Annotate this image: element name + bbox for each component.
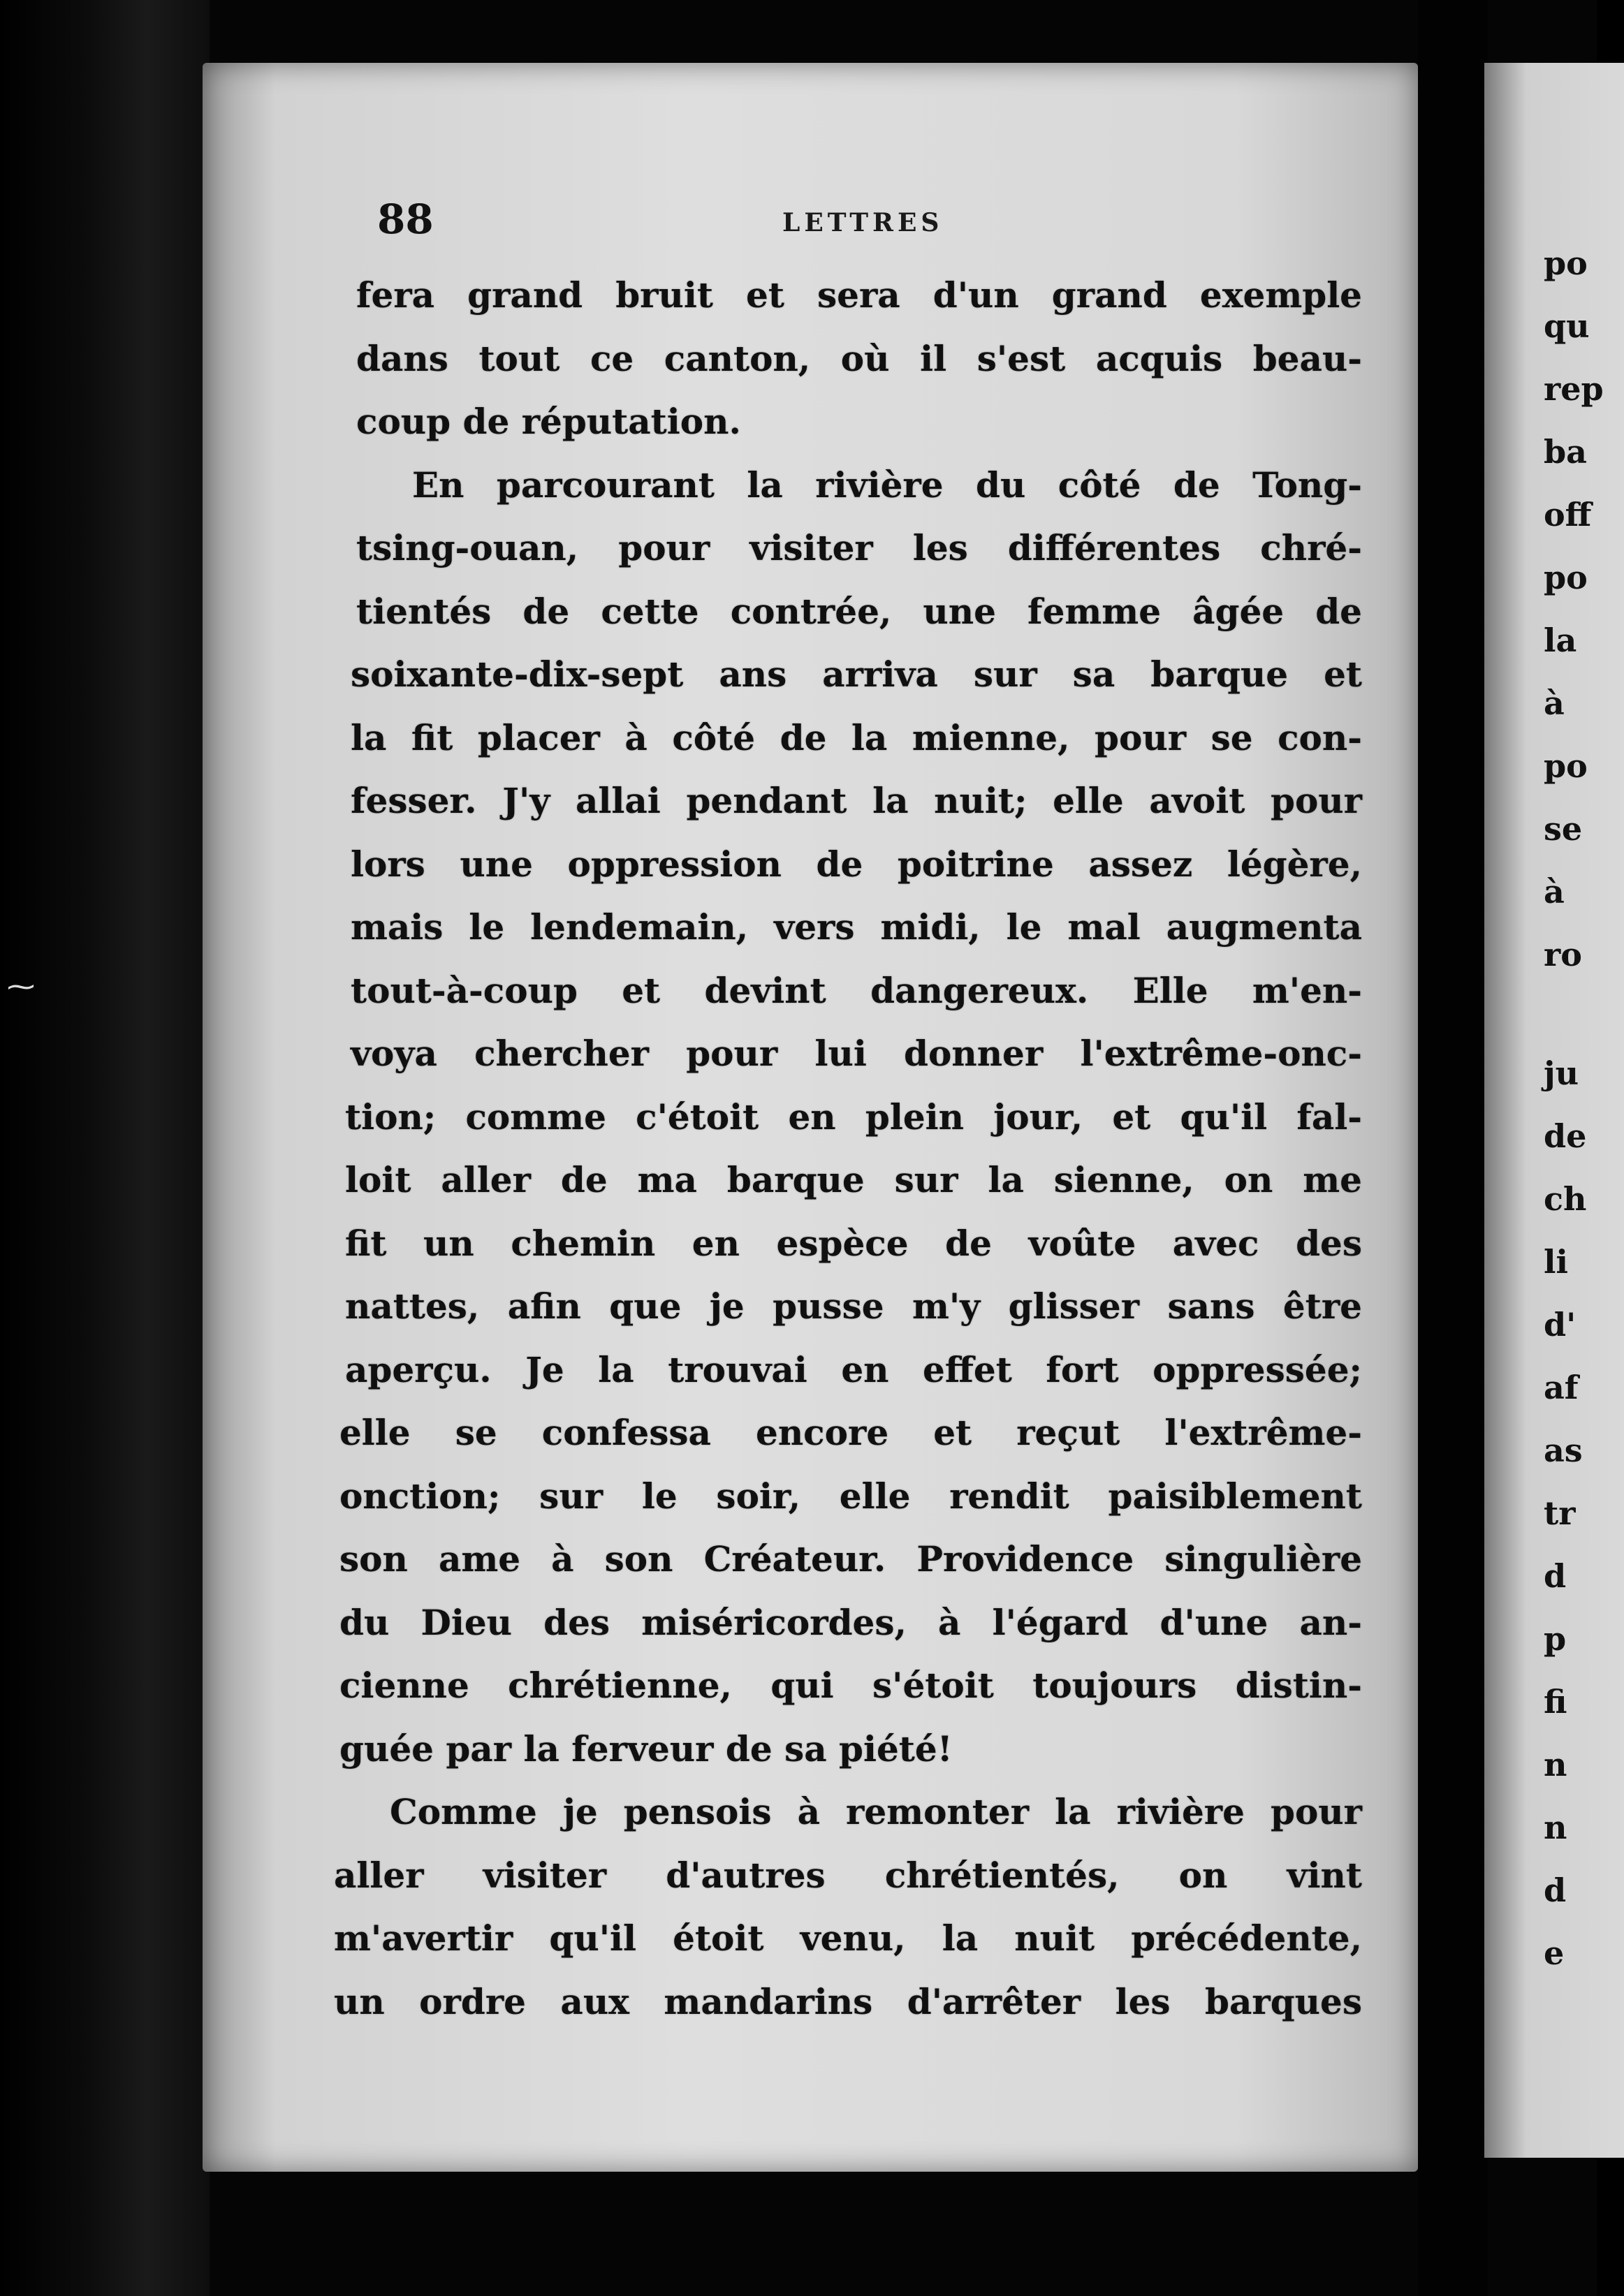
text-line: mais le lendemain, vers midi, le mal augmenta — [351, 906, 1362, 948]
facing-page-fragment: d — [1544, 1871, 1567, 1909]
page-gutter — [1418, 0, 1488, 2296]
text-line: cienne chrétienne, qui s'étoit toujours distin- — [339, 1665, 1362, 1706]
text-line: du Dieu des miséricordes, à l'égard d'une an- — [339, 1601, 1362, 1643]
facing-page-fragment: de — [1544, 1117, 1587, 1155]
text-line: la fit placer à côté de la mienne, pour se con- — [351, 716, 1362, 758]
text-line: fit un chemin en espèce de voûte avec des — [345, 1222, 1362, 1264]
text-line: fesser. J'y allai pendant la nuit; elle avoit pour — [351, 780, 1362, 821]
facing-page-fragment: af — [1544, 1369, 1579, 1406]
text-line: voya chercher pour lui donner l'extrême-onc- — [351, 1033, 1362, 1074]
facing-page-fragment: po — [1544, 747, 1588, 785]
text-line: onction; sur le soir, elle rendit paisiblement — [339, 1475, 1362, 1517]
facing-page-fragment: d' — [1544, 1306, 1577, 1344]
text-line: tion; comme c'étoit en plein jour, et qu'il fal- — [345, 1096, 1362, 1138]
text-line: tout-à-coup et devint dangereux. Elle m'en- — [351, 969, 1362, 1011]
facing-page-fragment: as — [1544, 1432, 1583, 1469]
facing-page-fragment: rep — [1544, 370, 1604, 408]
facing-page-fragment: po — [1544, 244, 1588, 282]
facing-page-fragment: à — [1544, 873, 1565, 911]
text-line: guée par la ferveur de sa piété! — [339, 1728, 953, 1769]
page-number: 88 — [377, 196, 434, 243]
text-line: coup de réputation. — [356, 401, 741, 442]
running-head — [377, 105, 1425, 243]
facing-page-edge — [1484, 63, 1624, 2158]
book-binding-edge — [0, 0, 210, 2296]
text-line: tsing-ouan, pour visiter les différentes chré- — [356, 527, 1362, 568]
facing-page-fragment: e — [1544, 1934, 1565, 1972]
facing-page-fragment: d — [1544, 1557, 1567, 1595]
text-line: fera grand bruit et sera d'un grand exemple — [356, 274, 1362, 316]
text-line: soixante-dix-sept ans arriva sur sa barque et — [351, 654, 1362, 695]
text-line: son ame à son Créateur. Providence singulière — [339, 1538, 1362, 1580]
facing-page-fragment: n — [1544, 1809, 1567, 1846]
text-line: lors une oppression de poitrine assez légère, — [351, 843, 1362, 885]
facing-page-fragment: qu — [1544, 307, 1590, 345]
text-line: tientés de cette contrée, une femme âgée de — [356, 590, 1362, 632]
facing-page-fragment: fi — [1544, 1683, 1567, 1721]
facing-page-fragment: n — [1544, 1746, 1567, 1783]
text-line: m'avertir qu'il étoit venu, la nuit précédente, — [334, 1918, 1362, 1959]
facing-page-fragment: off — [1544, 496, 1592, 533]
facing-page-fragment: li — [1544, 1243, 1568, 1281]
facing-page-fragment: à — [1544, 684, 1565, 722]
text-line: loit aller de ma barque sur la sienne, on me — [345, 1159, 1362, 1200]
page-body-text — [334, 264, 1362, 2033]
paragraph-start-line: Comme je pensois à remonter la rivière pour — [390, 1791, 1362, 1832]
facing-page-fragment: la — [1544, 621, 1577, 659]
facing-page-fragment: se — [1544, 810, 1583, 848]
text-line: dans tout ce canton, où il s'est acquis beau- — [356, 337, 1362, 379]
paragraph-start-line: En parcourant la rivière du côté de Tong- — [412, 464, 1362, 506]
facing-page-fragment: tr — [1544, 1494, 1576, 1532]
running-head-title: LETTRES — [782, 208, 944, 237]
text-line: aller visiter d'autres chrétientés, on vint — [334, 1854, 1362, 1896]
facing-page-fragment: po — [1544, 559, 1588, 596]
scan-artifact-mark: ⁓ — [7, 971, 35, 1003]
text-line: aperçu. Je la trouvai en effet fort oppressée; — [345, 1348, 1362, 1390]
facing-page-fragment: p — [1544, 1620, 1567, 1658]
text-line: elle se confessa encore et reçut l'extrême- — [339, 1412, 1362, 1453]
facing-page-fragment: ju — [1544, 1054, 1579, 1092]
text-line: nattes, afin que je pusse m'y glisser sans être — [345, 1286, 1362, 1327]
facing-page-fragment: ba — [1544, 433, 1587, 471]
facing-page-fragment: ch — [1544, 1180, 1587, 1218]
facing-page-fragment: ro — [1544, 936, 1582, 973]
text-line: un ordre aux mandarins d'arrêter les barques — [334, 1980, 1362, 2022]
